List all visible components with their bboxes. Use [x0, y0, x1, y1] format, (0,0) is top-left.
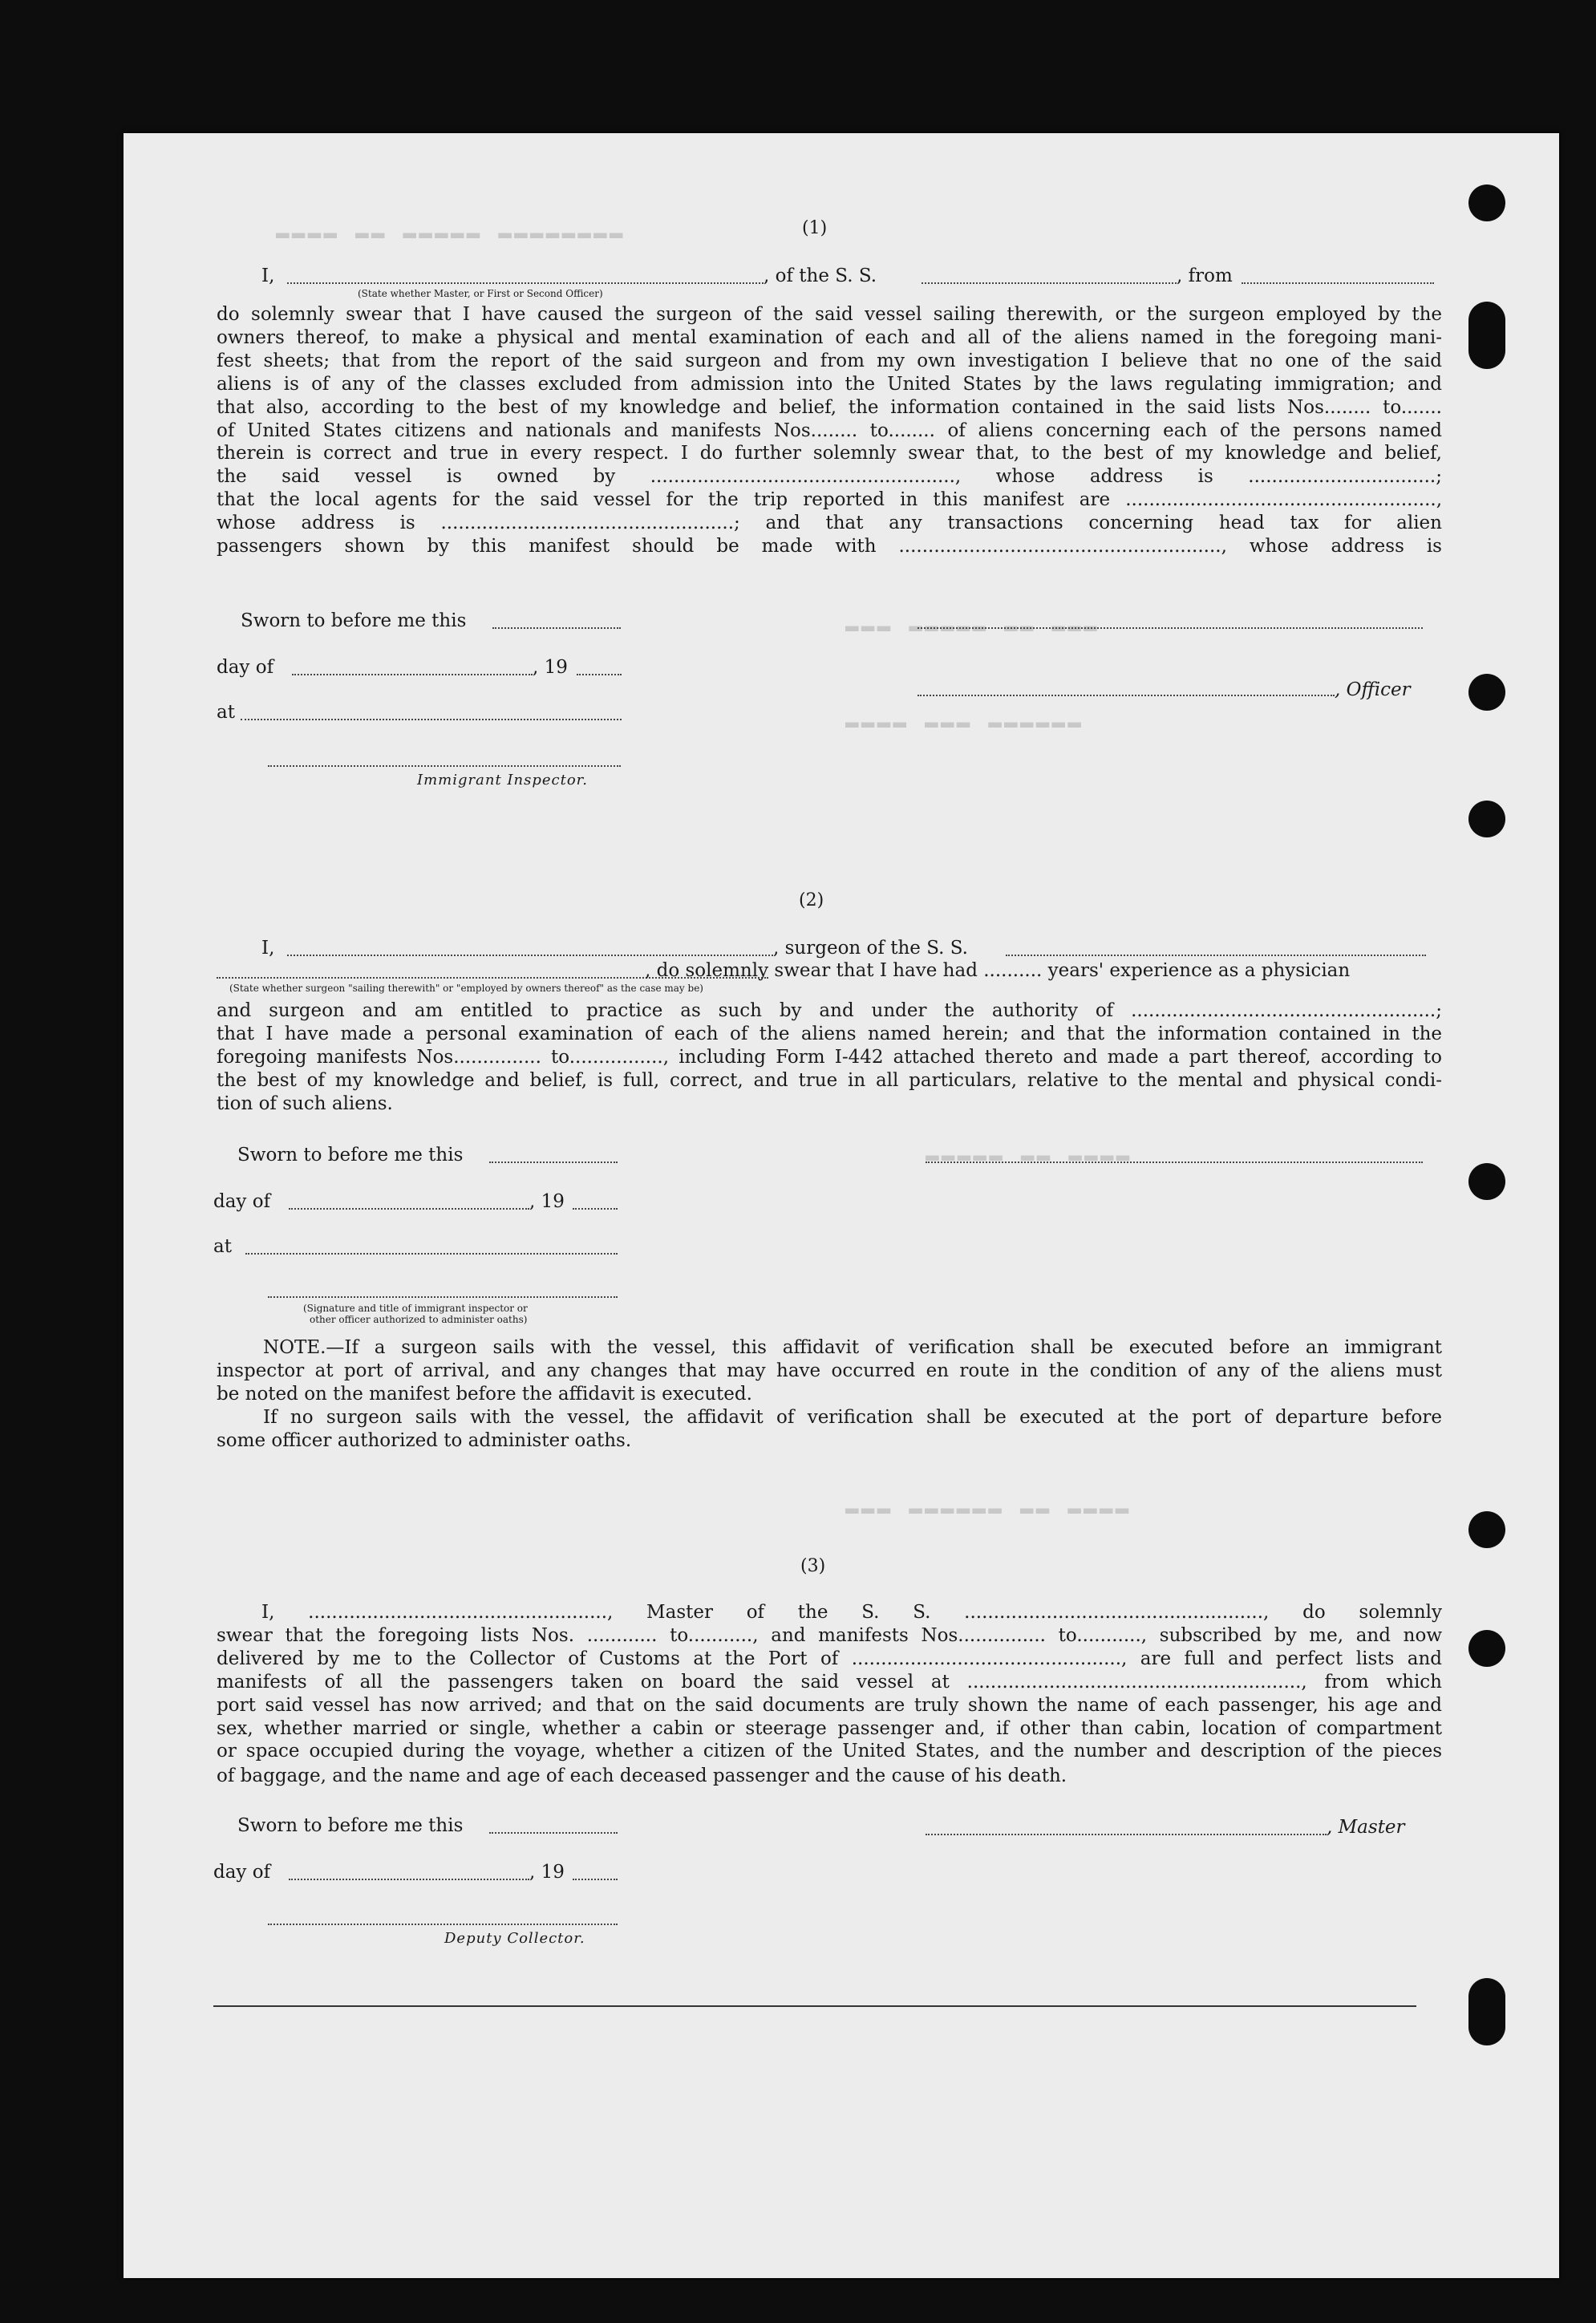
inspector-signature-field[interactable]: [268, 765, 621, 767]
place-field[interactable]: [241, 719, 622, 720]
sworn-label: Sworn to before me this: [237, 1815, 464, 1836]
oath-line: sex, whether married or single, whether a cabin or steerage passenger and, if other than cabin, location of compartment: [217, 1717, 1442, 1739]
oath-line: and surgeon and am entitled to practice as such by and under the authority of ....................................................;: [217, 1000, 1442, 1021]
officer-note: (State whether Master, or First or Second Officer): [358, 288, 603, 299]
section1-oath-text: [217, 303, 1442, 558]
officer-name-field[interactable]: [287, 282, 764, 284]
sworn-date-field[interactable]: [489, 1162, 618, 1163]
officer-signature-field[interactable]: [917, 627, 1423, 629]
sworn-label: Sworn to before me this: [241, 610, 467, 631]
punch-hole: [1468, 302, 1505, 369]
oath-line: of United States citizens and nationals and manifests Nos........ to........ of aliens concerning each of the persons named: [217, 420, 1442, 441]
bleed-through-text: ▬▬▬▬ ▬▬ ▬▬▬▬▬ ▬▬▬▬▬▬▬▬: [276, 221, 626, 246]
note-line: some officer authorized to administer oaths.: [217, 1430, 632, 1451]
year-field[interactable]: [573, 1879, 618, 1880]
at-label: at: [217, 702, 235, 723]
year-label: , 19: [529, 1191, 565, 1212]
collector-signature-field[interactable]: [268, 1924, 618, 1925]
punch-hole: [1468, 1511, 1505, 1548]
surgeon-note: (State whether surgeon "sailing therewith" or "employed by owners thereof" as the case may be): [229, 983, 703, 994]
year-field[interactable]: [577, 674, 622, 675]
note-line: inspector at port of arrival, and any changes that may have occurred en route in the condition of any of the aliens must: [217, 1360, 1442, 1381]
sworn-date-field[interactable]: [492, 627, 621, 629]
bottom-rule: [213, 2005, 1416, 2007]
oath-line: foregoing manifests Nos............... to................, including Form I-442 attached thereto and made a part thereof, according to: [217, 1046, 1442, 1068]
day-of-label: day of: [217, 657, 274, 678]
oath-line: do solemnly swear that I have caused the surgeon of the said vessel sailing therewith, or the surgeon employed by the: [217, 304, 1442, 325]
bleed-through-text: ▬▬▬ ▬▬▬▬▬ ▬▬ ▬▬▬: [845, 614, 1100, 639]
surgeon-vessel-label: , surgeon of the S. S.: [773, 938, 968, 959]
punch-hole: [1468, 674, 1505, 711]
punch-hole: [1468, 1630, 1505, 1667]
section-number: (1): [802, 218, 828, 238]
day-of-label: day of: [213, 1862, 271, 1883]
officer-label: , Officer: [1335, 679, 1411, 700]
surgeon-note-paragraph: [217, 1336, 1442, 1383]
surgeon-vessel-field[interactable]: [1006, 955, 1426, 956]
oath-line: the said vessel is owned by ...................................................., whose address is ................................;: [217, 466, 1442, 488]
year-label: , 19: [529, 1862, 565, 1883]
oath-line: that I have made a personal examination of each of the aliens named herein; and that the information contained in the: [217, 1023, 1442, 1044]
bleed-through-text: ▬▬▬ ▬▬▬▬▬▬ ▬▬ ▬▬▬▬: [845, 1497, 1132, 1522]
from-label: , from: [1177, 266, 1233, 286]
inspector-label: Immigrant Inspector.: [417, 772, 589, 789]
oath-line: I, ..................................................., Master of the S. S. ..................................................., do solemnly: [261, 1602, 1442, 1623]
oath-line: whose address is ..................................................; and that any transactions concerning head tax for alien: [217, 513, 1442, 534]
sworn-date-field[interactable]: [489, 1832, 618, 1834]
oath-line: that also, according to the best of my knowledge and belief, the information contained in the said lists Nos........ to.......: [217, 396, 1442, 418]
oath-lead: I,: [261, 266, 275, 286]
section-number: (3): [800, 1556, 826, 1576]
oath-line: delivered by me to the Collector of Customs at the Port of .............................................., are full and perfect lists and: [217, 1648, 1442, 1669]
punch-hole: [1468, 801, 1505, 837]
section-number: (2): [799, 890, 824, 910]
oath-line: therein is correct and true in every respect. I do further solemnly swear that, to the best of my knowledge and belief,: [217, 443, 1442, 464]
oath-line: aliens is of any of the classes excluded from admission into the United States by the laws regulating immigration; and: [217, 373, 1442, 395]
signature-note: (Signature and title of immigrant inspector or: [303, 1303, 528, 1314]
punch-hole: [1468, 184, 1505, 221]
sworn-label: Sworn to before me this: [237, 1145, 464, 1166]
signature-note: other officer authorized to administer oaths): [310, 1314, 528, 1325]
oath-line: fest sheets; that from the report of the said surgeon and from my own investigation I believe that no one of the said: [217, 350, 1442, 371]
inspector-signature-field[interactable]: [268, 1296, 618, 1298]
day-of-label: day of: [213, 1191, 271, 1212]
surgeon-name-field[interactable]: [287, 955, 773, 956]
year-field[interactable]: [573, 1208, 618, 1210]
year-label: , 19: [533, 657, 568, 678]
vessel-name-field[interactable]: [922, 282, 1177, 284]
oath-line: tion of such aliens.: [217, 1093, 393, 1114]
from-port-field[interactable]: [1242, 282, 1434, 284]
day-field[interactable]: [292, 674, 533, 675]
master-label: , Master: [1327, 1817, 1405, 1838]
note-line: be noted on the manifest before the affidavit is executed.: [217, 1384, 752, 1405]
punch-hole: [1468, 1978, 1505, 2045]
oath-line: that the local agents for the said vessel for the trip reported in this manifest are .....................................................,: [217, 489, 1442, 511]
place-field[interactable]: [245, 1253, 618, 1255]
oath-line: passengers shown by this manifest should be made with ......................................................., whose address is: [217, 536, 1442, 557]
surgeon-signature-field[interactable]: [926, 1162, 1423, 1163]
day-field[interactable]: [289, 1879, 529, 1880]
section3-oath-text: [217, 1601, 1442, 1763]
bleed-through-text: ▬▬▬▬▬ ▬▬ ▬▬▬▬: [926, 1144, 1132, 1169]
officer-title-field[interactable]: [917, 695, 1335, 696]
bleed-through-text: ▬▬▬▬ ▬▬▬ ▬▬▬▬▬▬: [845, 711, 1084, 736]
oath-line: manifests of all the passengers taken on board the said vessel at ........................................................., from which: [217, 1671, 1442, 1693]
day-field[interactable]: [289, 1208, 529, 1210]
form-sheet: [124, 133, 1559, 2278]
oath-line: of baggage, and the name and age of each deceased passenger and the cause of his death.: [217, 1766, 1067, 1786]
note-line: If no surgeon sails with the vessel, the affidavit of verification shall be executed at the port of departure before: [263, 1407, 1442, 1428]
note-line: NOTE.—If a surgeon sails with the vessel, this affidavit of verification shall be executed before an immigrant: [263, 1337, 1442, 1358]
experience-line: , do solemnly swear that I have had .......... years' experience as a physician: [645, 960, 1351, 981]
oath-line: owners thereof, to make a physical and mental examination of each and all of the aliens named in the foregoing mani-: [217, 326, 1442, 348]
vessel-label: , of the S. S.: [764, 266, 877, 286]
oath-line: or space occupied during the voyage, whether a citizen of the United States, and the number and description of the pieces: [217, 1741, 1442, 1762]
oath-line: swear that the foregoing lists Nos. ............ to..........., and manifests Nos............... to..........., subscribed by me, and now: [217, 1624, 1442, 1646]
oath-lead: I,: [261, 938, 275, 959]
oath-line: the best of my knowledge and belief, is full, correct, and true in all particulars, relative to the mental and physical condi-: [217, 1069, 1442, 1091]
oath-line: port said vessel has now arrived; and that on the said documents are truly shown the name of each passenger, his age and: [217, 1694, 1442, 1716]
master-signature-field[interactable]: [926, 1834, 1327, 1835]
punch-hole: [1468, 1163, 1505, 1200]
no-surgeon-note: [217, 1406, 1442, 1429]
at-label: at: [213, 1236, 232, 1257]
section2-oath-text: [217, 999, 1442, 1093]
collector-label: Deputy Collector.: [444, 1930, 585, 1947]
